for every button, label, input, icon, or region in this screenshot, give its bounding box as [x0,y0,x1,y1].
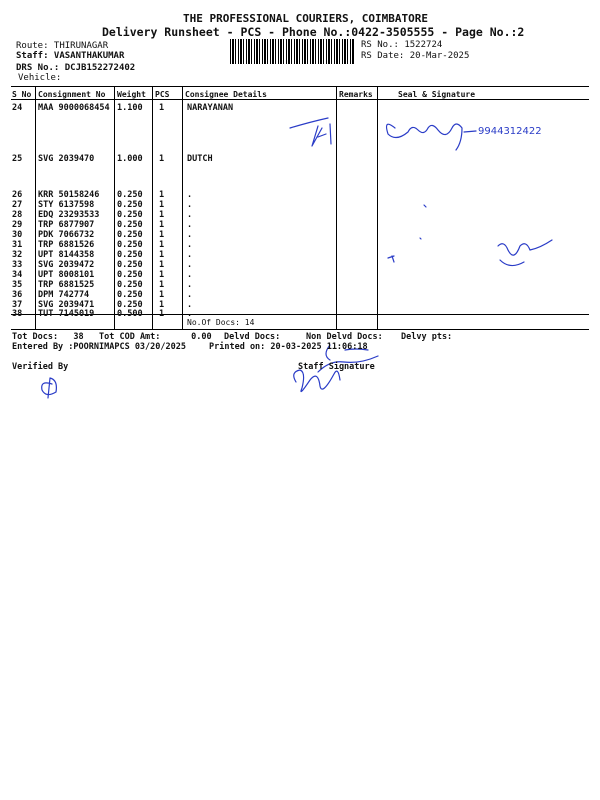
table-row: 30 PDK 7066732 0.250 1 . [12,230,193,240]
col-sno: S No [12,90,32,99]
table-row: 27 STY 6137598 0.250 1 . [12,200,193,210]
no-of-docs: No.Of Docs: 14 [187,318,255,327]
staff: Staff: VASANTHAKUMAR [16,51,125,61]
table-row: 24 MAA 9000068454 1.100 1 NARAYANAN [12,103,234,113]
table-row: 29 TRP 6877907 0.250 1 . [12,220,193,230]
table-row: 31 TRP 6881526 0.250 1 . [12,240,193,250]
verified-by: Verified By [12,362,69,372]
handwritten-phone: 9944312422 [478,126,542,137]
delivery-points: Delvy pts: [401,332,453,342]
col-pcs: PCS [155,90,170,99]
company-name: THE PROFESSIONAL COURIERS, COIMBATORE [183,12,429,25]
runsheet-title: Delivery Runsheet - PCS - Phone No.:0422-3505555 - Page No.:2 [102,25,525,39]
table-row: 28 EDQ 23293533 0.250 1 . [12,210,193,220]
non-delivered-docs: Non Delvd Docs: [306,332,383,342]
delivered-docs: Delvd Docs: [224,332,281,342]
table-row: 35 TRP 6881525 0.250 1 . [12,280,193,290]
route: Route: THIRUNAGAR [16,41,109,51]
rs-number: RS No.: 1522724 [361,40,443,50]
col-remarks: Remarks [339,90,373,99]
table-row: 36 DPM 742774 0.250 1 . [12,290,193,300]
col-consignee: Consignee Details [185,90,267,99]
rs-date: RS Date: 20-Mar-2025 [361,51,470,61]
table-row: 32 UPT 8144358 0.250 1 . [12,250,193,260]
table-row: 33 SVG 2039472 0.250 1 . [12,260,193,270]
entered-by: Entered By :POORNIMAPCS 03/20/2025 [12,342,186,352]
vehicle: Vehicle: [18,73,62,83]
table-row: 38 TUT 7145019 0.500 1 . [12,309,193,319]
printed-on: Printed on: 20-03-2025 11:06:18 [209,342,368,352]
col-consignment: Consignment No [38,90,106,99]
table-row: 34 UPT 8008101 0.250 1 . [12,270,193,280]
total-cod-amount: Tot COD Amt: 0.00 [99,332,212,342]
table-row: 26 KRR 50158246 0.250 1 . [12,190,193,200]
table-row: 37 SVG 2039471 0.250 1 . [12,300,193,310]
staff-signature-label: Staff Signature [298,362,375,372]
col-seal-signature: Seal & Signature [398,90,476,99]
table-row: 25 SVG 2039470 1.000 1 DUTCH [12,154,213,164]
total-docs: Tot Docs: 38 [12,332,84,342]
drs-number: DRS No.: DCJB152272402 [16,63,136,73]
col-weight: Weight [117,90,146,99]
